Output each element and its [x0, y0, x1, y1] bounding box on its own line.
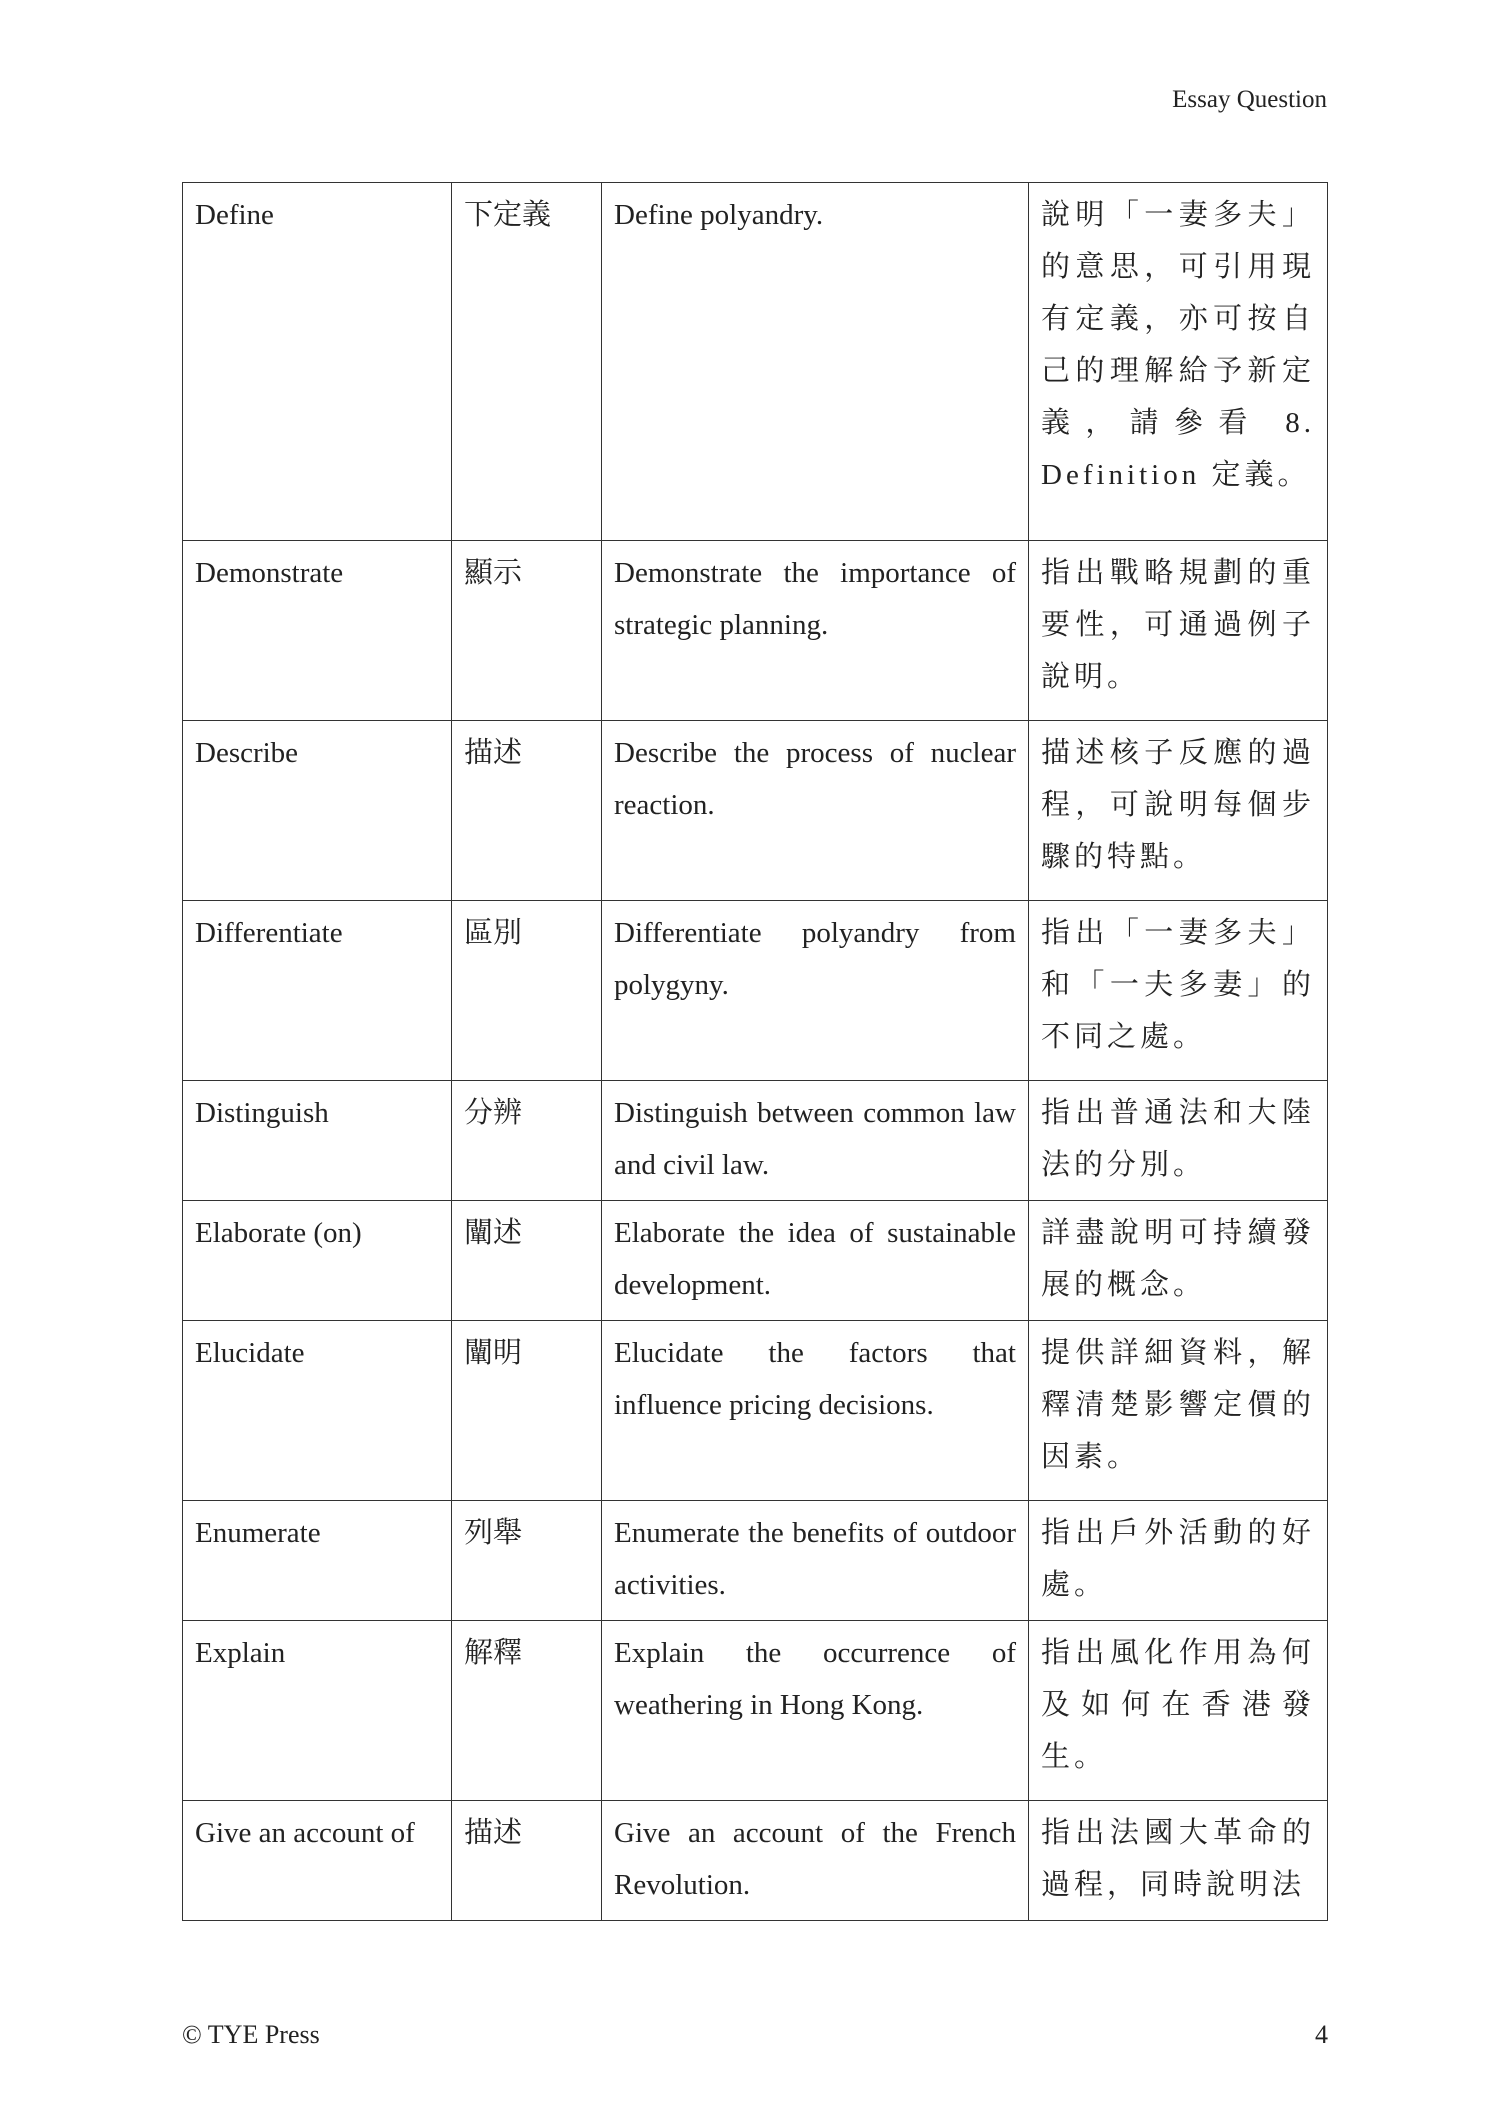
example-cell: Demonstrate the importance of strategic planning. [602, 541, 1029, 721]
running-header: Essay Question [1172, 86, 1327, 113]
example-cell: Elucidate the factors that influence pricing decisions. [602, 1321, 1029, 1501]
term-cell: Describe [183, 721, 452, 901]
term-zh-cell: 闡明 [452, 1321, 602, 1501]
table-row [183, 901, 1328, 1081]
explanation-cell: 提供詳細資料，解釋清楚影響定價的因素。 [1029, 1321, 1328, 1501]
explanation-cell: 詳盡說明可持續發展的概念。 [1029, 1201, 1328, 1321]
table-row [183, 1321, 1328, 1501]
example-cell: Elaborate the idea of sustainable development. [602, 1201, 1029, 1321]
term-zh-cell: 顯示 [452, 541, 602, 721]
term-zh-cell: 解釋 [452, 1621, 602, 1801]
term-zh-cell: 列舉 [452, 1501, 602, 1621]
term-zh-cell: 下定義 [452, 183, 602, 541]
table-row [183, 1621, 1328, 1801]
table-row [183, 1081, 1328, 1201]
term-zh-cell: 分辨 [452, 1081, 602, 1201]
example-cell: Describe the process of nuclear reaction. [602, 721, 1029, 901]
term-cell: Distinguish [183, 1081, 452, 1201]
term-cell: Elucidate [183, 1321, 452, 1501]
term-cell: Define [183, 183, 452, 541]
table-row [183, 1201, 1328, 1321]
table-row [183, 541, 1328, 721]
term-zh-cell: 區別 [452, 901, 602, 1081]
example-cell: Explain the occurrence of weathering in Hong Kong. [602, 1621, 1029, 1801]
term-cell: Demonstrate [183, 541, 452, 721]
term-cell: Enumerate [183, 1501, 452, 1621]
example-cell: Give an account of the French Revolution. [602, 1801, 1029, 1921]
term-zh-cell: 描述 [452, 721, 602, 901]
explanation-cell: 指出風化作用為何及如何在香港發生。 [1029, 1621, 1328, 1801]
explanation-cell: 指出普通法和大陸法的分別。 [1029, 1081, 1328, 1201]
explanation-cell: 指出「一妻多夫」和「一夫多妻」的不同之處。 [1029, 901, 1328, 1081]
example-cell: Differentiate polyandry from polygyny. [602, 901, 1029, 1081]
term-zh-cell: 描述 [452, 1801, 602, 1921]
example-cell: Define polyandry. [602, 183, 1029, 541]
term-cell: Give an account of [183, 1801, 452, 1921]
explanation-cell: 描述核子反應的過程，可說明每個步驟的特點。 [1029, 721, 1328, 901]
page-number: 4 [1315, 2020, 1328, 2049]
explanation-cell: 指出法國大革命的過程，同時說明法 [1029, 1801, 1328, 1921]
term-zh-cell: 闡述 [452, 1201, 602, 1321]
example-cell: Distinguish between common law and civil law. [602, 1081, 1029, 1201]
example-cell: Enumerate the benefits of outdoor activities. [602, 1501, 1029, 1621]
term-cell: Differentiate [183, 901, 452, 1081]
table-row [183, 721, 1328, 901]
term-cell: Explain [183, 1621, 452, 1801]
table-row [183, 1501, 1328, 1621]
term-cell: Elaborate (on) [183, 1201, 452, 1321]
table-row [183, 1801, 1328, 1921]
essay-terms-table [182, 182, 1328, 1921]
copyright-notice: © TYE Press [182, 2020, 320, 2049]
explanation-cell: 指出戶外活動的好處。 [1029, 1501, 1328, 1621]
explanation-cell: 說明「一妻多夫」的意思，可引用現有定義，亦可按自己的理解給予新定義，請參看 8. Definition 定義。 [1029, 183, 1328, 541]
explanation-cell: 指出戰略規劃的重要性，可通過例子說明。 [1029, 541, 1328, 721]
table-row [183, 183, 1328, 541]
